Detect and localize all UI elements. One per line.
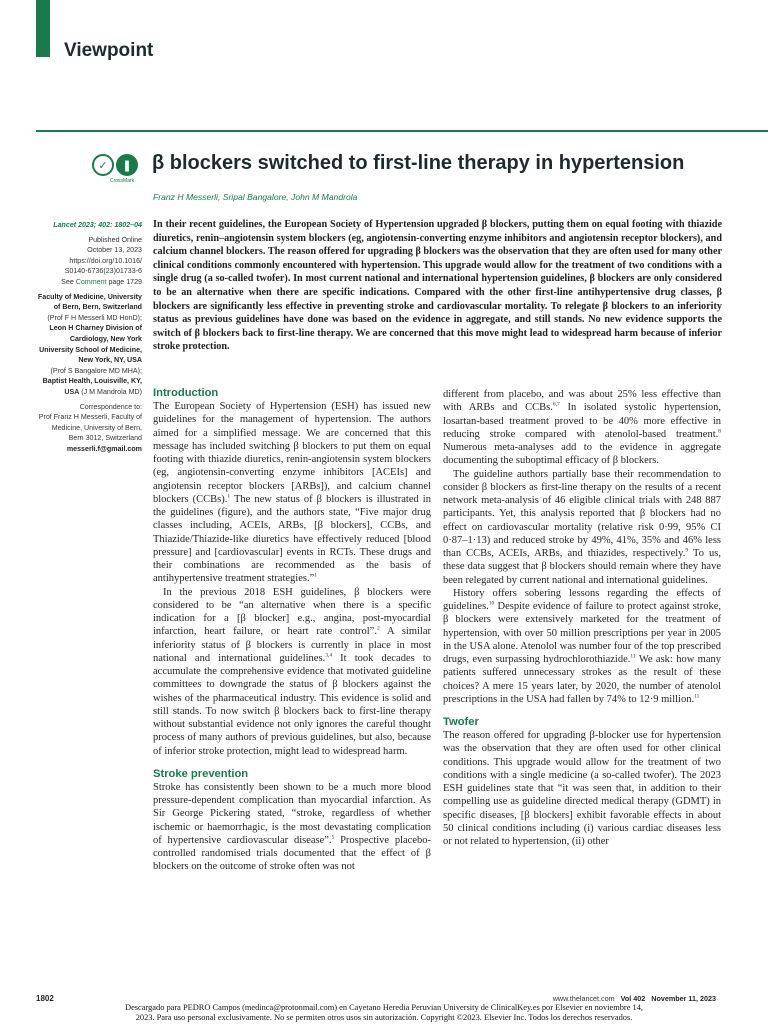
body-column-left: [153, 386, 431, 874]
affiliation-3-line-2: USA (J M Mandrola MD): [64, 387, 142, 396]
paragraph: The guideline authors partially base their recommendation to consider β blockers as first-line therapy on the results of a recent network meta-analysis of 46 eligible clinical trials with 248 887 participants. Yet, this analysis reported that β blockers had no effect on cardiovascular mortality (relative risk 0·99, 95% CI 0·87–1·13) and reduced stroke by 49%, 41%, 35% and 46% less than CCBs, ACEIs, ARBs, and thiazides, respectively.$^9$ To us, these data suggest that β blockers should remain where they have been relegated by current national and international guidelines.: [443, 468, 721, 586]
affiliation-3-line-1: Baptist Health, Louisville, KY,: [42, 377, 142, 386]
article-authors: Franz H Messerli, Sripal Bangalore, John M Mandrola: [153, 192, 358, 202]
paragraph: In the previous 2018 ESH guidelines, β blockers were considered to be “an alternative when there is a specific indication for a [β blocker] e.g., angina, post-myocardial infarction, heart failure, or heart rate control”.$^2$ A similar inferiority status of β blockers is currently in place in most national and international guidelines.$^{3,4}$ It took decades to accumulate the comprehensive evidence that motivated guideline committees to downgrade the status of β blockers against the wishes of the pharmaceutical industry. This evidence is solid and still stands. To now switch β blockers back to first-line therapy without substantial evidence not only ignores the careful thought process of many authors of previous guidelines, but also, because of inferior stroke protection, might lead to widespread harm.: [153, 586, 431, 757]
affiliation-2-line-3: University School of Medicine,: [39, 345, 142, 354]
abstract: In their recent guidelines, the European Society of Hypertension upgraded β blockers, putting them on equal footing with thiazide diuretics, renin–angiotensin system blockers (eg, angiotensin-converting enzyme inhibitors and angiotensin receptor blockers), and calcium channel blockers. The reason offered for upgrading β blockers was the observation that they are often used for many other clinical conditions commonly encountered with hypertension. This upgrade would allow for the treatment of two conditions with a single drug (a so-called twofer). In most current national and international hypertension guidelines, β blockers are only considered to be an alternative when there are specific indications. Compared with the other first-line antihypertensive drug classes, β blockers are significantly less effective in preventing stroke and cardiovascular mortality. To relegate β blockers to an inferiority status as previous guidelines have done was based on the evidence in aggregate, and still stands. No new evidence supports the switch of β blockers back to first-line therapy. We are concerned that this move might lead to widespread harm because of inferior stroke protection.: [153, 219, 722, 353]
paragraph: The reason offered for upgrading β-blocker use for hypertension was the observation that they are often used for other clinical conditions. This upgrade would allow for the treatment of two conditions with a single medicine (a so-called twofer). The 2023 ESH guidelines state that “it was seen that, in addition to their compelling use as guideline directed medical therapy (GDMT) in specific diseases, [β blockers] exhibit favorable effects in about 50 clinical conditions including (i) various cardiac diseases less or not related to hypertension, (ii) other: [443, 730, 721, 847]
affiliation-1-line-2: of Bern, Bern, Switzerland: [53, 303, 142, 312]
crossmark-check-icon: ✓: [92, 154, 114, 176]
affiliation-1-line-3: (Prof F H Messerli MD HonD);: [47, 313, 142, 322]
body-column-right: [443, 388, 721, 848]
correspondence-email[interactable]: messerli.f@gmail.com: [66, 444, 142, 453]
affiliation-1-line-1: Faculty of Medicine, University: [37, 292, 142, 301]
section-heading: Viewpoint: [64, 40, 154, 61]
affiliation-2-line-1: Leon H Charney Division of: [49, 324, 142, 333]
doi-line-1[interactable]: https://doi.org/10.1016/: [69, 256, 142, 265]
correspondence-label: Correspondence to:: [79, 402, 142, 411]
correspondence-line-3: Bern 3012, Switzerland: [68, 434, 142, 443]
page-number: 1802: [36, 994, 54, 1003]
crossmark-badge[interactable]: [92, 154, 140, 190]
journal-date: November 11, 2023: [651, 994, 716, 1003]
download-notice: [0, 1003, 768, 1022]
crossmark-label: CrossMark: [110, 178, 135, 184]
article-title: β blockers switched to first-line therapy in hypertension: [152, 152, 685, 174]
journal-footer: [553, 994, 716, 1003]
published-label: Published Online: [88, 235, 142, 244]
published-date: October 13, 2023: [87, 246, 142, 255]
correspondence-line-1: Prof Franz H Messerli, Faculty of: [38, 413, 142, 422]
affiliation-2-line-2: Cardiology, New York: [69, 334, 142, 343]
heading-stroke-prevention: Stroke prevention: [153, 767, 249, 780]
doi-line-2[interactable]: S0140-6736(23)01733-6: [64, 267, 142, 276]
see-comment: See Comment page 1729: [61, 277, 142, 286]
section-color-bar: [36, 0, 50, 57]
crossmark-bookmark-icon: ❚: [116, 154, 138, 176]
affiliation-2-line-4: New York, NY, USA: [78, 356, 142, 365]
journal-volume: Vol 402: [620, 994, 646, 1003]
citation: Lancet 2023; 402: 1802–04: [53, 221, 142, 229]
paragraph: different from placebo, and was about 25% less effective than with ARBs and CCBs.$^{6,7}$ In isolated systolic hypertension, losartan-based treatment proved to be 40% more effective in reducing stroke compared with atenolol-based treatment.$^8$ Numerous meta-analyses add to the evidence in aggregate documenting the suboptimal efficacy of β blockers.: [443, 389, 721, 467]
paragraph: Stroke has consistently been shown to be a much more blood pressure-dependent complication than myocardial infarction. As Sir George Pickering stated, “stroke, regardless of whether ischemic or haemorrhagic, is the most devastating complication of hypertensive cardiovascular disease”.$^5$ Prospective placebo-controlled randomised trials documented that the effect of β blockers on the outcome of stroke often was not: [153, 781, 432, 873]
heading-twofer: Twofer: [443, 716, 479, 728]
heading-introduction: Introduction: [153, 387, 219, 399]
correspondence-line-2: Medicine, University of Bern,: [51, 423, 142, 432]
download-notice-line-2: 2023. Para uso personal exclusivamente. No se permiten otros usos sin autorización. Copyright ©2023. Elsevier Inc. Todos los derechos reservados.: [135, 1012, 633, 1022]
journal-site[interactable]: www.thelancet.com: [552, 994, 615, 1003]
paragraph: History offers sobering lessons regarding the effects of guidelines.$^{10}$ Despite evidence of failure to protect against stroke, β blockers were extensively marketed for the treatment of hypertension, with over 50 million prescriptions per year in 2005 in the USA alone. Atenolol was number four of the top prescribed drugs, even surpassing hydrochlorothiazide.$^{11}$ We ask: how many patients suffered unnecessary strokes as the result of these choices? A mere 15 years later, by 2020, the number of atenolol prescriptions in the USA had fallen by 74% to 12·9 million.$^{11}$: [443, 587, 721, 705]
article-sidebar: [6, 220, 142, 454]
paragraph: The European Society of Hypertension (ESH) has issued new guidelines for the management of hypertension. The authors aimed for a simplified message. We are concerned that this message has included switching β blockers to put them on equal footing with thiazide diuretics, renin-angiotensin system blockers (eg, angiotensin-converting enzyme inhibitors [ACEIs] and angiotensin receptor blockers [ARBs]), and calcium channel blockers (CCBs).$^1$ The new status of β blockers is illustrated in the guidelines (figure), and the authors state, “Five major drug classes including, ACEIs, ARBs, [β blockers], CCBs, and Thiazide/Thiazide-like diuretics have effectively reduced [blood pressure] and [cardiovascular] events in RCTs. These drugs and their combinations are recommended as the basis of antihypertensive treatment strategies.”$^1$: [153, 401, 431, 585]
header-rule: [36, 130, 768, 132]
affiliation-2-line-5: (Prof S Bangalore MD MHA);: [50, 366, 142, 375]
download-notice-line-1: Descargado para PEDRO Campos (medinca@protonmail.com) en Cayetano Heredia Peruvian University de ClinicalKey.es por Elsevier en noviembre 14,: [125, 1003, 643, 1012]
comment-link[interactable]: Comment: [75, 277, 107, 286]
